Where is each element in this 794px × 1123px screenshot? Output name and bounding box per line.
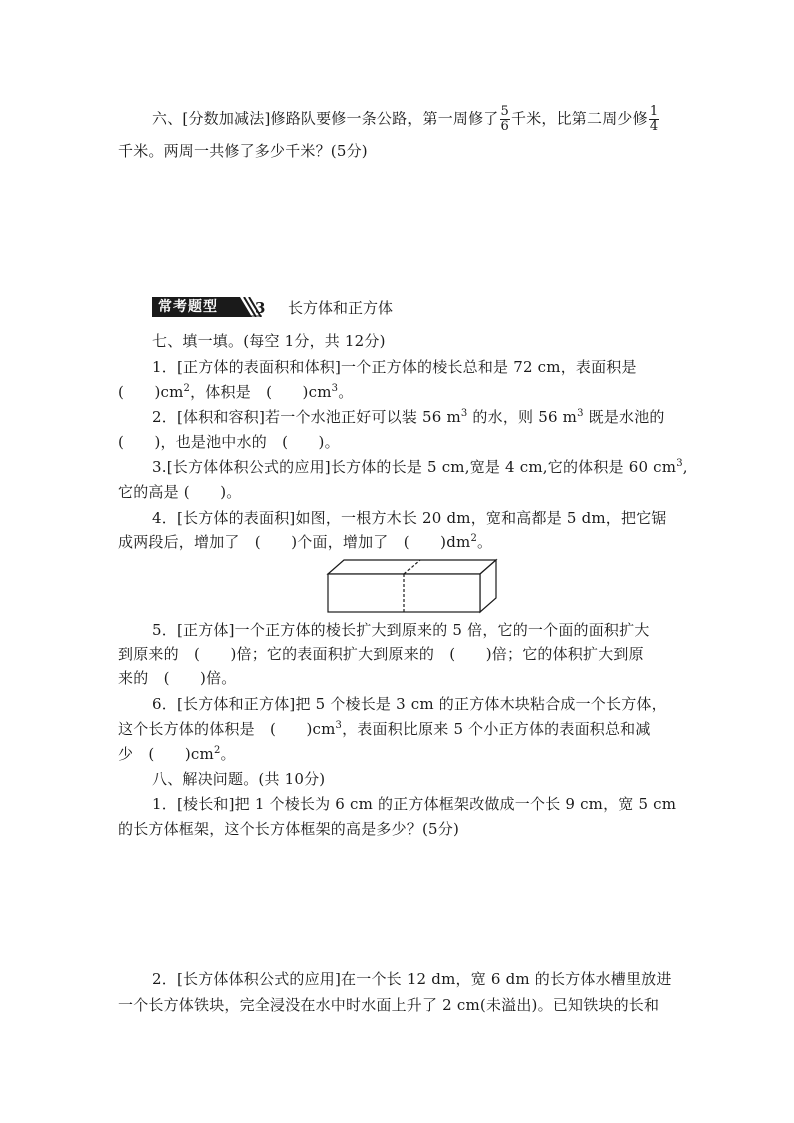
q8-problem1-line1: 1．[棱长和]把 1 个棱长为 6 cm 的正方体框架改做成一个长 9 cm，宽 5 cm bbox=[152, 795, 677, 813]
q7-item6-line1: 6．[长方体和正方体]把 5 个棱长是 3 cm 的正方体木块粘合成一个长方体， bbox=[152, 695, 667, 713]
section-title: 长方体和正方体 bbox=[288, 299, 394, 317]
fraction-five-sixths: $\frac{5}{6}$ bbox=[500, 104, 509, 134]
q7-heading: 七、填一填。(每空 1分，共 12分) bbox=[152, 332, 386, 350]
q7-item3-line1: 3.[长方体体积公式的应用]长方体的长是 5 cm,宽是 4 cm,它的体积是 60 $cm^3$, bbox=[152, 458, 688, 476]
q7-item5-line3: 来的 ( )倍。 bbox=[118, 669, 237, 687]
q7-item4-line1: 4．[长方体的表面积]如图，一根方木长 20 dm，宽和高都是 5 dm，把它锯 bbox=[152, 509, 667, 527]
fraction-one-quarter: $\frac{1}{4}$ bbox=[649, 104, 659, 134]
q7-item3-line2: 它的高是 ( )。 bbox=[118, 483, 242, 501]
q7-item5-line2: 到原来的 ( )倍；它的表面积扩大到原来的 ( )倍；它的体积扩大到原 bbox=[118, 645, 644, 663]
section-number: 3 bbox=[255, 299, 266, 317]
q7-item2-line2: ( )，也是池中水的 ( )。 bbox=[118, 433, 340, 451]
q6-line-2: 千米。两周一共修了多少千米？(5分) bbox=[118, 142, 368, 160]
q6-text-b: 千米，比第二周少修 bbox=[511, 109, 648, 128]
q8-heading: 八、解决问题。(共 10分) bbox=[152, 770, 326, 788]
cuboid-beam-figure bbox=[326, 558, 498, 614]
q6-line-1 bbox=[152, 105, 660, 134]
q7-item1-line2: ( )$cm^2$，体积是 ( )$cm^3$。 bbox=[118, 383, 354, 401]
q7-item6-line2: 这个长方体的体积是 ( )$cm^3$，表面积比原来 5 个小正方体的表面积总和减 bbox=[118, 720, 651, 738]
q8-problem2-line1: 2．[长方体体积公式的应用]在一个长 12 dm，宽 6 dm 的长方体水槽里放进 bbox=[152, 970, 672, 988]
q6-text-a: 六、[分数加减法]修路队要修一条公路，第一周修了 bbox=[152, 109, 499, 128]
q7-item5-line1: 5．[正方体]一个正方体的棱长扩大到原来的 5 倍，它的一个面的面积扩大 bbox=[152, 621, 650, 639]
section-badge-label: 常考题型 bbox=[158, 299, 218, 315]
q8-problem2-line2: 一个长方体铁块，完全浸没在水中时水面上升了 2 cm(未溢出)。已知铁块的长和 bbox=[118, 996, 660, 1014]
q7-item2-line1: 2．[体积和容积]若一个水池正好可以装 56 $m^3$ 的水，则 56 $m^3$ 既是水池的 bbox=[152, 408, 665, 426]
q7-item4-line2: 成两段后，增加了 ( )个面，增加了 ( )$dm^2$。 bbox=[118, 533, 493, 551]
q7-item1-line1: 1．[正方体的表面积和体积]一个正方体的棱长总和是 72 cm，表面积是 bbox=[152, 358, 637, 376]
q7-item6-line3: 少 ( )$cm^2$。 bbox=[118, 745, 236, 763]
q8-problem1-line2: 的长方体框架，这个长方体框架的高是多少？(5分) bbox=[118, 820, 460, 838]
